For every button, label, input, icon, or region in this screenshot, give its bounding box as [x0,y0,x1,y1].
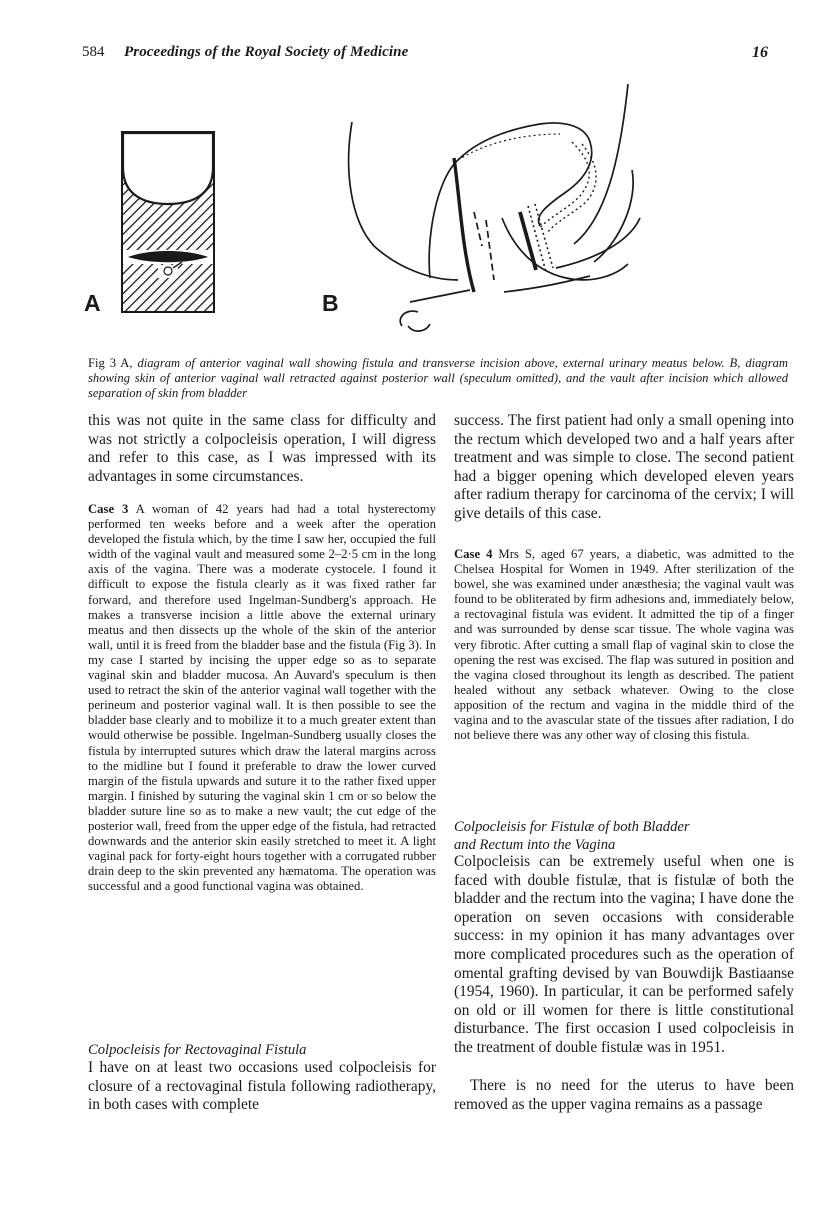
figure-3-diagrams [0,0,816,350]
page-number: 584 [82,44,105,60]
section-heading-line-1: Colpocleisis for Fistulæ of both Bladder [454,819,690,835]
case-3-text: A woman of 42 years had had a total hysterectomy performed ten weeks before and a week after the operation developed the fistula which, by the time I saw her, occupied the full width of the vaginal vault and measured some 2–2·5 cm in the long axis of the vagina. There was a moderate cystocele. I found it difficult to expose the fistula clearly as it was fixed rather far forward, and therefore used Ingelman-Sundberg's approach. He makes a transverse incision a little above the external urinary meatus and then dissects up the whole of the skin of the anterior wall, until it is freed from the bladder base and the fistula (Fig 3). In my case I started by incising the upper edge so as to separate vaginal skin and bladder mucosa. An Auvard's speculum is then used to retract the skin of the anterior vaginal wall together with the perineum and posterior vaginal wall. It is then possible to see the bladder base clearly and to mobilize it to a much greater extent than would otherwise be possible. Ingelman-Sundberg usually closes the fistula by interrupted sutures which draw the lateral margins across to the midline but I found it preferable to draw the lower curved margin of the fistula upwards and suture it to the rather fixed upper margin. I finished by suturing the vaginal skin 1 cm or so below the bladder suture line so as to make a new vault; the cut edge of the posterior wall, freed from the upper edge of the fistula, had retracted downwards and the anterior skin easily stretched to meet it. A light vaginal pack for forty-eight hours together with a corrugated rubber drain deep to the skin prevented any hæmatoma. The operation was successful and a good functional vagina was obtained. [88,502,436,894]
section-heading-double-fistulae [454,819,794,854]
caption-text: diagram of anterior vaginal wall showing fistula and transverse incision above, external urinary meatus below. B, diagram showing skin of anterior vaginal wall retracted against posterior wall (speculum omitted), and the vault after incision which allowed separation of skin from bladder [88,356,789,401]
rectovaginal-paragraph: I have on at least two occasions used colpocleisis for closure of a rectovaginal fistula following radiotherapy, in both cases with complete [88,1059,436,1114]
case-4-label: Case 4 [454,547,493,561]
journal-title: Proceedings of the Royal Society of Medicine [124,44,409,60]
case-3-label: Case 3 [88,502,129,516]
double-fistulae-paragraph: Colpocleisis can be extremely useful when one is faced with double fistulæ, that is fistulæ of both the bladder and the rectum into the vagina; I have done the operation on seven occasions with considerable success: in my opinion it has many advantages over more complicated procedures such as the operation of omental grafting devised by van Bouwdijk Bastiaanse (1954, 1960). In particular, it can be performed safely on old or ill women for there is little constitutional disturbance. The first occasion I used colpocleisis in the treatment of double fistulæ was in 1951. [454,853,794,1056]
section-heading-rectovaginal: Colpocleisis for Rectovaginal Fistula [88,1042,307,1058]
diagram-b [349,84,640,331]
figure-caption [88,356,788,402]
caption-lead: Fig 3 A, [88,356,133,370]
volume-number: 16 [752,44,768,61]
case-3-paragraph [88,502,436,894]
intro-paragraph: this was not quite in the same class for difficulty and was not strictly a colpocleisis operation, I will digress and refer to this case, as I was impressed with its advantages in some circumstances. [88,412,436,485]
figure-label-a: A [84,290,101,316]
figure-label-b: B [322,290,339,316]
last-paragraph: There is no need for the uterus to have been removed as the upper vagina remains as a passage [454,1077,794,1113]
diagram-a [122,132,214,312]
section-heading-line-2: and Rectum into the Vagina [454,836,616,853]
case-4-text: Mrs S, aged 67 years, a diabetic, was admitted to the Chelsea Hospital for Women in 1949. After sterilization of the bowel, she was examined under anæsthesia; the vaginal vault was found to be obliterated by firm adhesions and, immediately below, a rectovaginal fistula was evident. It admitted the tip of a finger and was surrounded by dense scar tissue. The whole vagina was very fibrotic. After cutting a small flap of vaginal skin to close the opening the rest was excised. The flap was sutured in position and the vagina closed throughout its length as described. The patient healed without any setback whatever. Owing to the close apposition of the rectum and vagina in the middle third of the vagina and to the avascular state of the tissues after radiation, I do not believe there was any other way of closing this fistula. [454,547,795,743]
vault-outline [123,133,213,204]
case-4-paragraph [454,547,794,743]
continuation-paragraph: success. The first patient had only a small opening into the rectum which developed two and a half years after treatment and was simple to close. The second patient had a bigger opening which developed eleven years after radium therapy for carcinoma of the cervix; I will give details of this case. [454,412,794,522]
